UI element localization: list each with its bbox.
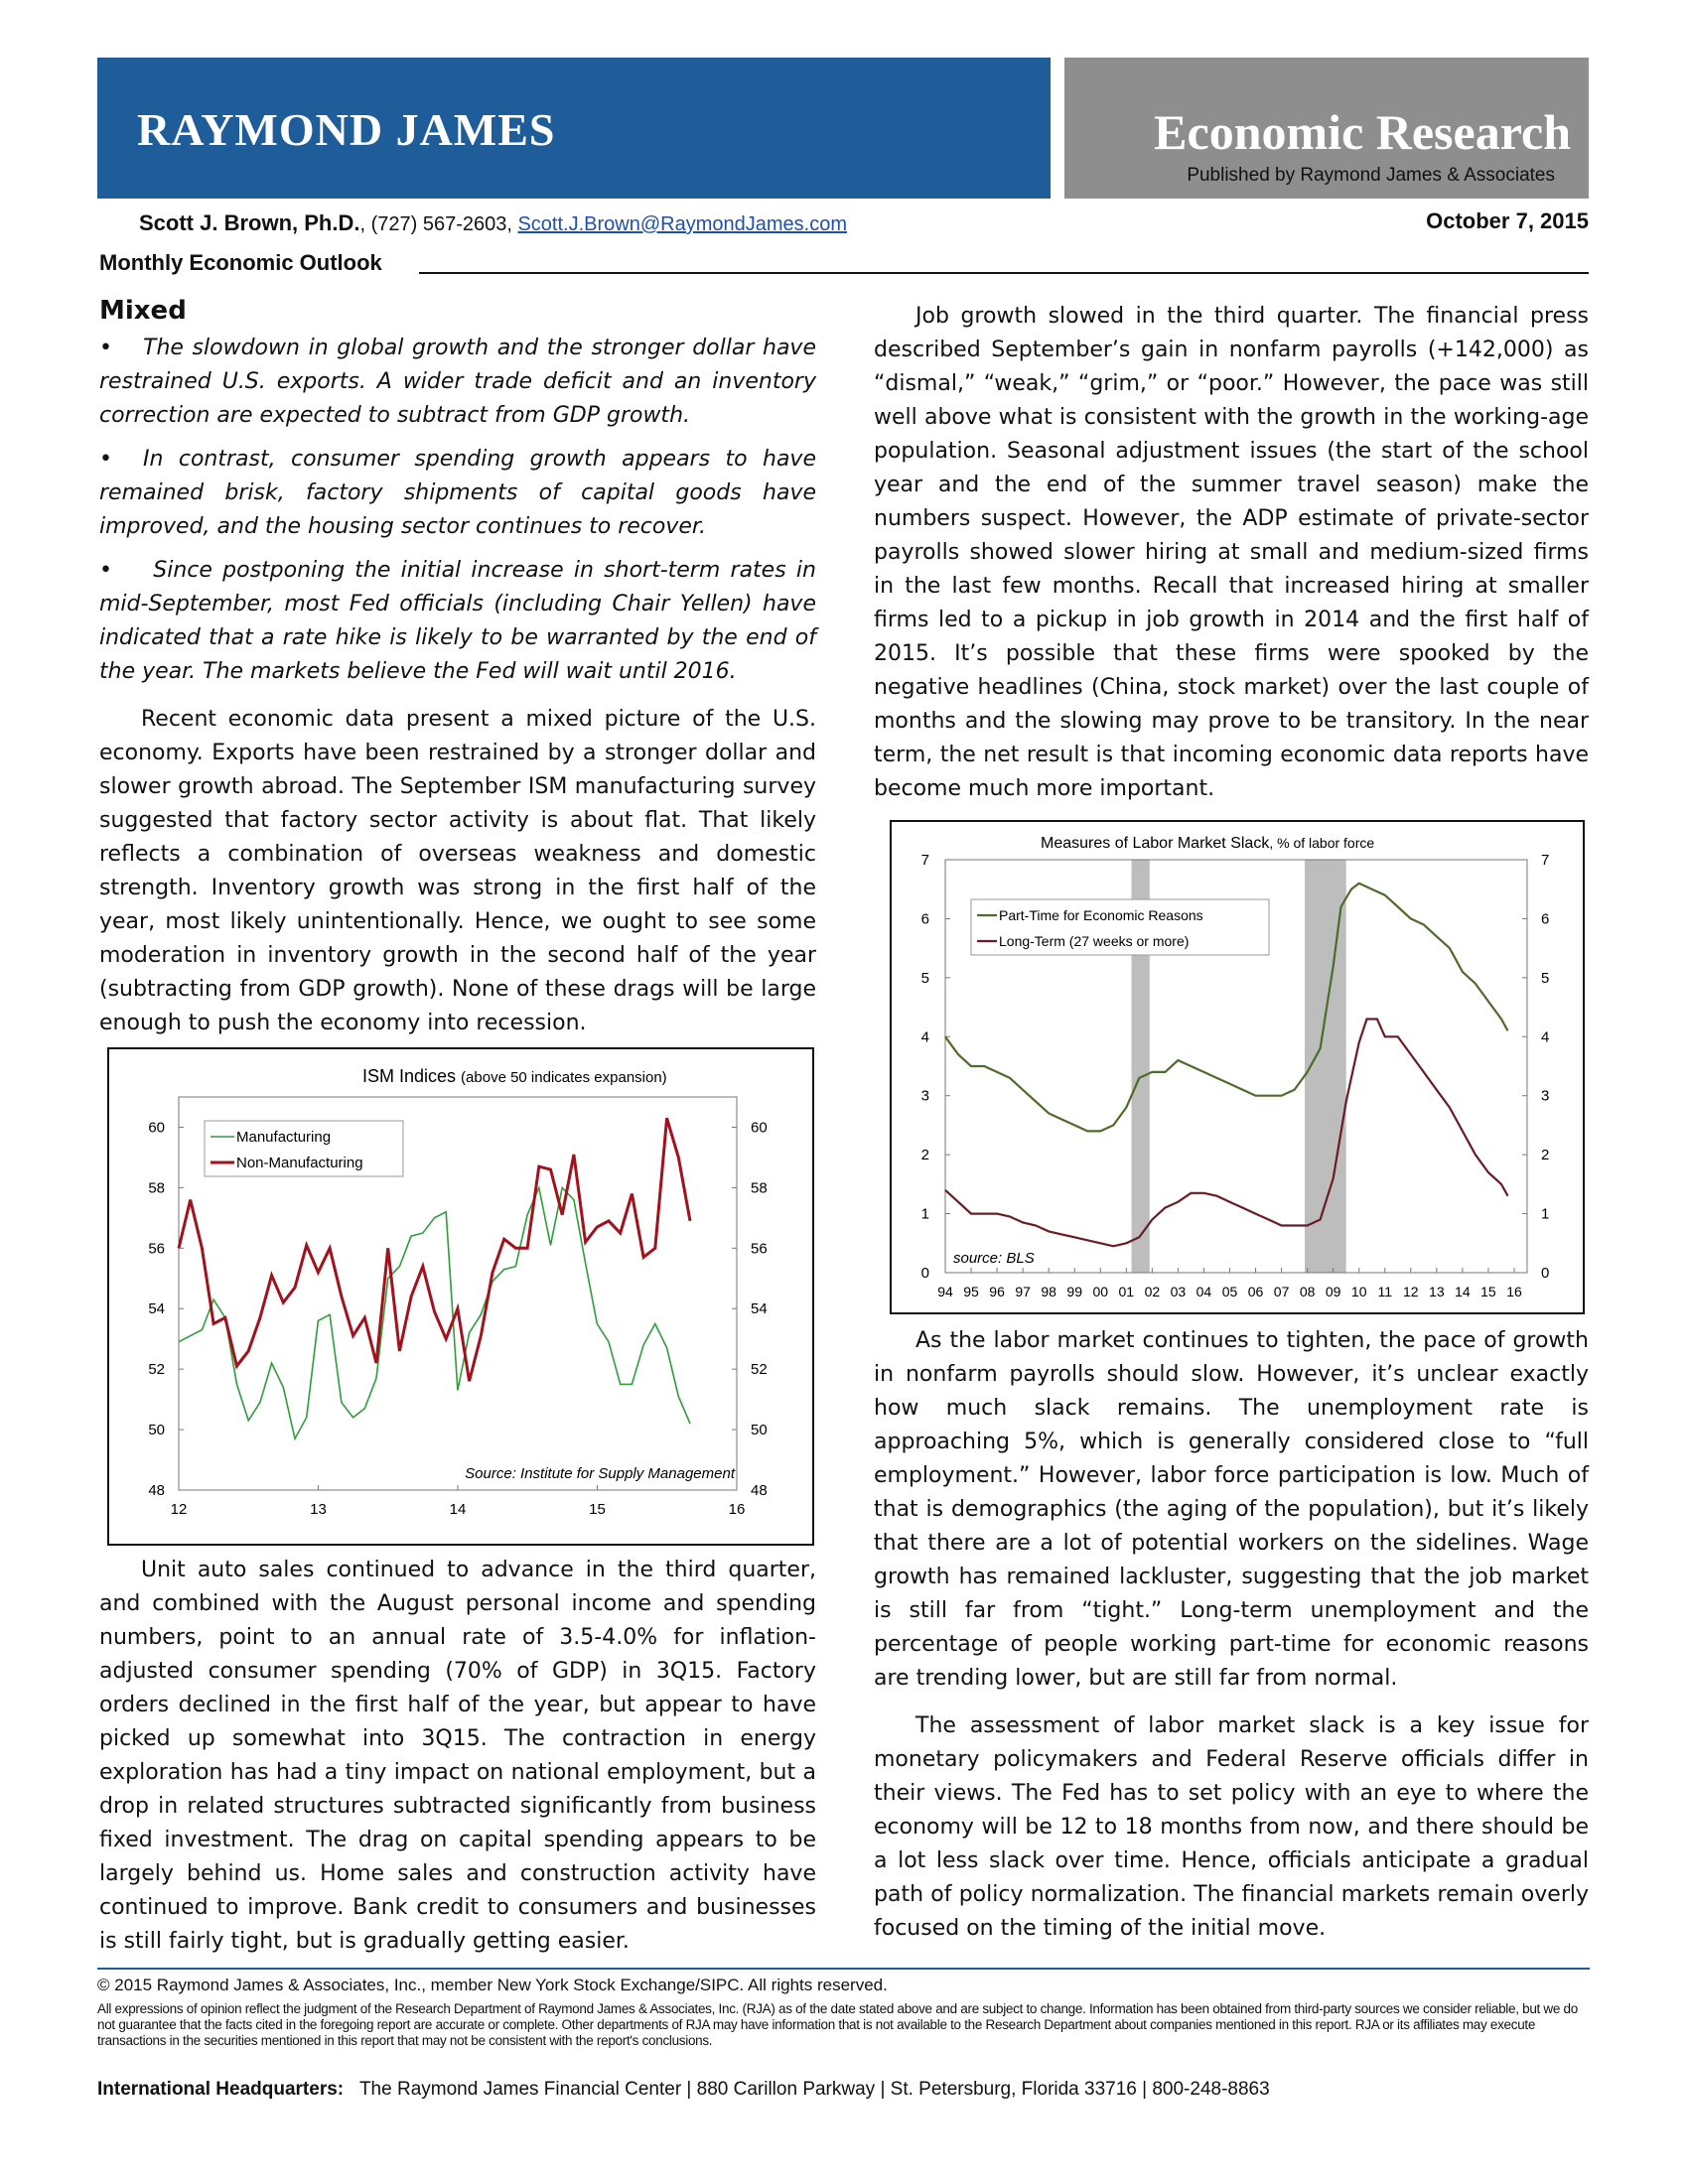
legend-label: Non-Manufacturing bbox=[236, 1155, 363, 1171]
left-column bbox=[99, 294, 816, 1040]
paragraph: Unit auto sales continued to advance in the third quarter, and combined with the August personal income and spending numbers, point to an annual rate of 3.5-4.0% for inflation-adjusted consumer spending (70% of GDP) in 3Q15. Factory orders declined in the first half of the year, but appear to have picked up somewhat into 3Q15. The contraction in energy exploration has had a tiny impact on national employment, but a drop in related structures subtracted significantly from business fixed investment. The drag on capital spending appears to be largely behind us. Home sales and construction activity have continued to improve. Bank credit to consumers and businesses is still fairly tight, but is gradually getting easier. bbox=[99, 1558, 816, 1954]
x-tick-label: 12 bbox=[170, 1501, 188, 1518]
disclaimer: All expressions of opinion reflect the judgment of the Research Department of Raymond James & Associates, Inc. (RJA) as of the date stated above and are subject to change. Information has been obtained from third-party sources we consider reliable, but we do not guarantee that the facts cited in the foregoing report are accurate or complete. Other departments of RJA may have information that is not available to the Research Department about companies mentioned in this report. RJA or its affiliates may execute transactions in the securities mentioned in this report that may not be consistent with the report's conclusions. bbox=[97, 2001, 1578, 2048]
y-tick-label-right: 50 bbox=[751, 1422, 768, 1439]
left-column-lower bbox=[99, 1554, 816, 1959]
x-tick-label: 96 bbox=[989, 1284, 1005, 1299]
ism-chart-svg bbox=[109, 1049, 812, 1544]
y-tick-label-right: 2 bbox=[1541, 1147, 1550, 1164]
y-tick-label-right: 52 bbox=[751, 1361, 768, 1379]
y-tick-label-right: 54 bbox=[751, 1300, 768, 1318]
x-tick-label: 02 bbox=[1144, 1284, 1161, 1299]
paragraph: As the labor market continues to tighten, the pace of growth in nonfarm payrolls should slow. However, it’s unclear exactly how much slack remains. The unemployment rate is approaching 5%, which is generally considered close to “full employment.” However, labor force participation is low. Much of that is demographics (the aging of the population), but it’s likely that there are a lot of potential workers on the sidelines. Wage growth has remained lackluster, suggesting that the job market is still far from “tight.” Long-term unemployment and the percentage of people working part-time for economic reasons are trending lower, but are still far from normal. bbox=[874, 1328, 1589, 1691]
y-tick-label-left: 4 bbox=[920, 1028, 929, 1046]
bullet-icon: • bbox=[99, 336, 112, 360]
copyright: © 2015 Raymond James & Associates, Inc., member New York Stock Exchange/SIPC. All rights reserved. bbox=[97, 1976, 888, 1994]
right-column bbox=[874, 300, 1589, 806]
chart-source: source: BLS bbox=[953, 1250, 1035, 1267]
company-logo: RAYMOND JAMES bbox=[137, 104, 556, 155]
publication-banner bbox=[1064, 58, 1589, 199]
legend-label: Long-Term (27 weeks or more) bbox=[999, 933, 1190, 949]
y-tick-label-left: 60 bbox=[148, 1119, 165, 1137]
paragraph: Recent economic data present a mixed picture of the U.S. economy. Exports have been restrained by a stronger dollar and slower growth abroad. The September ISM manufacturing survey suggested that factory sector activity is about flat. That likely reflects a combination of overseas weakness and domestic strength. Inventory growth was strong in the first half of the year, most likely unintentionally. Hence, we ought to see some moderation in inventory growth in the second half of the year (subtracting from GDP growth). None of these drags will be large enough to push the economy into recession. bbox=[99, 707, 816, 1035]
legend-label: Part-Time for Economic Reasons bbox=[999, 907, 1203, 923]
headquarters bbox=[97, 2079, 1270, 2101]
y-tick-label-right: 5 bbox=[1541, 969, 1550, 987]
author-name: Scott J. Brown, Ph.D. bbox=[139, 210, 360, 235]
y-tick-label-right: 60 bbox=[751, 1119, 768, 1137]
author-email-link[interactable]: Scott.J.Brown@RaymondJames.com bbox=[517, 213, 847, 235]
x-tick-label: 14 bbox=[449, 1501, 467, 1518]
chart-source: Source: Institute for Supply Management bbox=[465, 1465, 735, 1482]
labor-slack-chart bbox=[890, 820, 1585, 1314]
x-tick-label: 01 bbox=[1118, 1284, 1135, 1299]
section-rule bbox=[419, 272, 1589, 274]
y-tick-label-left: 58 bbox=[148, 1179, 165, 1197]
y-tick-label-left: 2 bbox=[920, 1147, 929, 1164]
x-tick-label: 08 bbox=[1299, 1284, 1316, 1299]
section-title: Monthly Economic Outlook bbox=[99, 250, 382, 275]
x-tick-label: 16 bbox=[1506, 1284, 1522, 1299]
x-tick-label: 16 bbox=[728, 1501, 746, 1518]
y-tick-label-right: 48 bbox=[751, 1482, 768, 1499]
labor-chart-title: Measures of Labor Market Slack, % of labor force bbox=[1041, 835, 1375, 852]
series-line-long-term bbox=[945, 1020, 1508, 1247]
x-tick-label: 09 bbox=[1325, 1284, 1341, 1299]
brand-banner bbox=[97, 58, 1051, 199]
y-tick-label-left: 7 bbox=[920, 852, 929, 869]
x-tick-label: 12 bbox=[1403, 1284, 1419, 1299]
y-tick-label-left: 3 bbox=[920, 1087, 929, 1105]
x-tick-label: 13 bbox=[1429, 1284, 1445, 1299]
x-tick-label: 10 bbox=[1350, 1284, 1367, 1299]
x-tick-label: 98 bbox=[1041, 1284, 1056, 1299]
x-tick-label: 11 bbox=[1377, 1284, 1393, 1299]
footer-rule bbox=[97, 1968, 1590, 1970]
author-phone: , (727) 567-2603, bbox=[359, 213, 518, 235]
x-tick-label: 00 bbox=[1092, 1284, 1109, 1299]
y-tick-label-right: 7 bbox=[1541, 852, 1550, 869]
y-tick-label-left: 0 bbox=[920, 1265, 929, 1282]
y-tick-label-left: 48 bbox=[148, 1482, 165, 1499]
article-heading: Mixed bbox=[99, 296, 187, 326]
y-tick-label-left: 52 bbox=[148, 1361, 165, 1379]
bullet-item: • In contrast, consumer spending growth appears to have remained brisk, factory shipments of capital goods have improved, and the housing sector continues to recover. bbox=[99, 443, 816, 544]
y-tick-label-left: 1 bbox=[920, 1205, 929, 1223]
y-tick-label-right: 4 bbox=[1541, 1028, 1550, 1046]
x-tick-label: 15 bbox=[1480, 1284, 1496, 1299]
x-tick-label: 15 bbox=[589, 1501, 606, 1518]
bullet-icon: • bbox=[99, 447, 112, 472]
x-tick-label: 06 bbox=[1247, 1284, 1264, 1299]
y-tick-label-left: 54 bbox=[148, 1300, 165, 1318]
y-tick-label-right: 3 bbox=[1541, 1087, 1550, 1105]
y-tick-label-left: 50 bbox=[148, 1422, 165, 1439]
publication-title: Economic Research bbox=[1154, 104, 1571, 160]
x-tick-label: 99 bbox=[1066, 1284, 1083, 1299]
y-tick-label-right: 58 bbox=[751, 1179, 768, 1197]
y-tick-label-right: 0 bbox=[1541, 1265, 1550, 1282]
bullet-item: • The slowdown in global growth and the stronger dollar have restrained U.S. exports. A wider trade deficit and an inventory correction are expected to subtract from GDP growth. bbox=[99, 332, 816, 433]
bullet-icon: • bbox=[99, 558, 112, 583]
y-tick-label-right: 6 bbox=[1541, 910, 1550, 928]
hq-label: International Headquarters: bbox=[97, 2079, 345, 2100]
x-tick-label: 04 bbox=[1196, 1284, 1212, 1299]
x-tick-label: 94 bbox=[937, 1284, 953, 1299]
x-tick-label: 97 bbox=[1015, 1284, 1031, 1299]
paragraph: Job growth slowed in the third quarter. The financial press described September’s gain in nonfarm payrolls (+142,000) as “dismal,” “weak,” “grim,” or “poor.” However, the pace was still well above what is consistent with the growth in the working-age population. Seasonal adjustment issues (the start of the school year and the end of the summer travel season) make the numbers suspect. However, the ADP estimate of private-sector payrolls showed slower hiring at small and medium-sized firms in the last few months. Recall that increased hiring at smaller firms led to a pickup in job growth in 2014 and the first half of 2015. It’s possible that these firms were spooked by the negative headlines (China, stock market) over the last couple of months and the slowing may prove to be transitory. In the near term, the net result is that incoming economic data reports have become much more important. bbox=[874, 304, 1589, 801]
report-date: October 7, 2015 bbox=[1426, 208, 1589, 233]
hq-address: The Raymond James Financial Center | 880 Carillon Parkway | St. Petersburg, Florida 33716 | 800-248-8863 bbox=[358, 2079, 1270, 2100]
publication-subtitle: Published by Raymond James & Associates bbox=[1187, 165, 1555, 186]
y-tick-label-left: 6 bbox=[920, 910, 929, 928]
x-tick-label: 05 bbox=[1221, 1284, 1238, 1299]
right-column-lower bbox=[874, 1324, 1589, 1946]
ism-chart-title: ISM Indices (above 50 indicates expansion) bbox=[362, 1066, 667, 1086]
y-tick-label-right: 1 bbox=[1541, 1205, 1550, 1223]
y-tick-label-left: 5 bbox=[920, 969, 929, 987]
legend-label: Manufacturing bbox=[236, 1129, 332, 1146]
x-tick-label: 07 bbox=[1273, 1284, 1290, 1299]
y-tick-label-right: 56 bbox=[751, 1240, 768, 1258]
x-tick-label: 03 bbox=[1170, 1284, 1187, 1299]
x-tick-label: 95 bbox=[963, 1284, 979, 1299]
x-tick-label: 13 bbox=[310, 1501, 327, 1518]
author-line bbox=[139, 210, 847, 236]
x-tick-label: 14 bbox=[1455, 1284, 1471, 1299]
labor-slack-chart-svg bbox=[892, 822, 1583, 1312]
y-tick-label-left: 56 bbox=[148, 1240, 165, 1258]
ism-chart bbox=[107, 1047, 814, 1546]
paragraph: The assessment of labor market slack is a key issue for monetary policymakers and Federal Reserve officials differ in their views. The Fed has to set policy with an eye to where the economy will be 12 to 18 months from now, and there should be a lot less slack over time. Hence, officials anticipate a gradual path of policy normalization. The financial markets remain overly focused on the timing of the initial move. bbox=[874, 1713, 1589, 1941]
bullet-item: • Since postponing the initial increase in short-term rates in mid-September, most Fed officials (including Chair Yellen) have indicated that a rate hike is likely to be warranted by the end of the year. The markets believe the Fed will wait until 2016. bbox=[99, 554, 816, 689]
